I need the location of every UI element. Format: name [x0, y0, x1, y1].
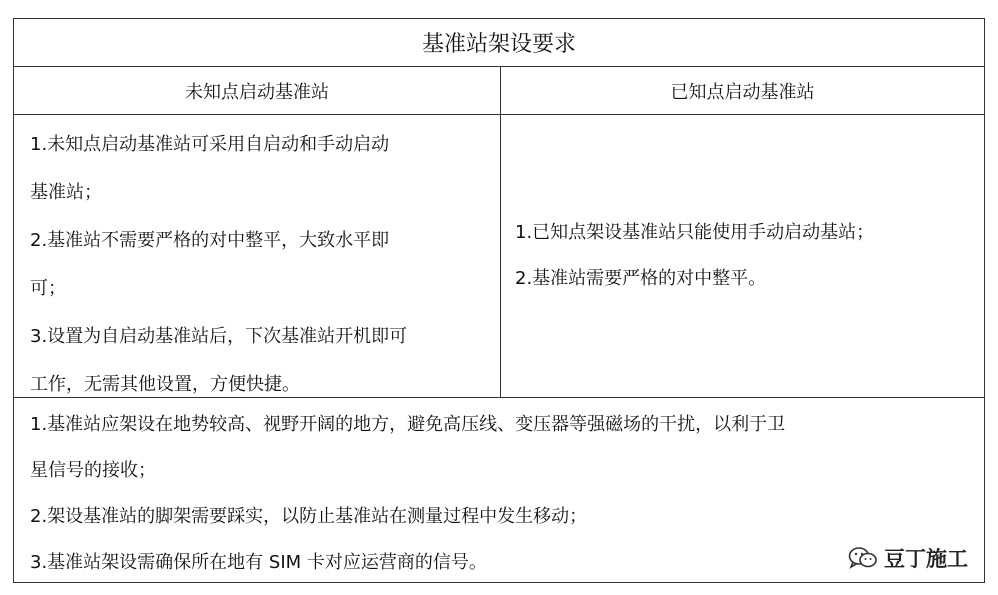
text-line: 2.基准站不需要严格的对中整平，大致水平即 — [30, 230, 390, 251]
text-line: 星信号的接收； — [30, 460, 156, 481]
text-line: 1.基准站应架设在地势较高、视野开阔的地方，避免高压线、变压器等强磁场的干扰，以利于卫 — [30, 414, 786, 435]
text-line: 3.基准站架设需确保所在地有 SIM 卡对应运营商的信号。 — [30, 552, 487, 573]
unknown-point-cell — [14, 115, 501, 397]
table-title: 基准站架设要求 — [14, 19, 984, 67]
header-row — [14, 67, 984, 115]
watermark — [848, 543, 968, 573]
text-line: 可； — [30, 278, 66, 299]
header-known-point: 已知点启动基准站 — [670, 81, 815, 103]
general-requirements-cell — [14, 398, 984, 582]
text-line: 3.设置为自启动基准站后，下次基准站开机即可 — [30, 326, 408, 347]
watermark-text: 豆丁施工 — [884, 547, 968, 571]
text-line: 工作，无需其他设置，方便快捷。 — [30, 374, 300, 395]
wechat-icon — [848, 546, 878, 570]
requirements-table — [13, 18, 985, 583]
text-line: 基准站； — [30, 182, 102, 203]
text-line: 2.架设基准站的脚架需要踩实，以防止基准站在测量过程中发生移动； — [30, 506, 588, 527]
known-point-cell — [501, 115, 984, 397]
text-line: 2.基准站需要严格的对中整平。 — [515, 268, 767, 289]
body-row — [14, 115, 984, 398]
header-unknown-point: 未知点启动基准站 — [14, 67, 501, 114]
text-line: 1.未知点启动基准站可采用自启动和手动启动 — [30, 134, 390, 155]
text-line: 1.已知点架设基准站只能使用手动启动基站； — [515, 222, 875, 243]
